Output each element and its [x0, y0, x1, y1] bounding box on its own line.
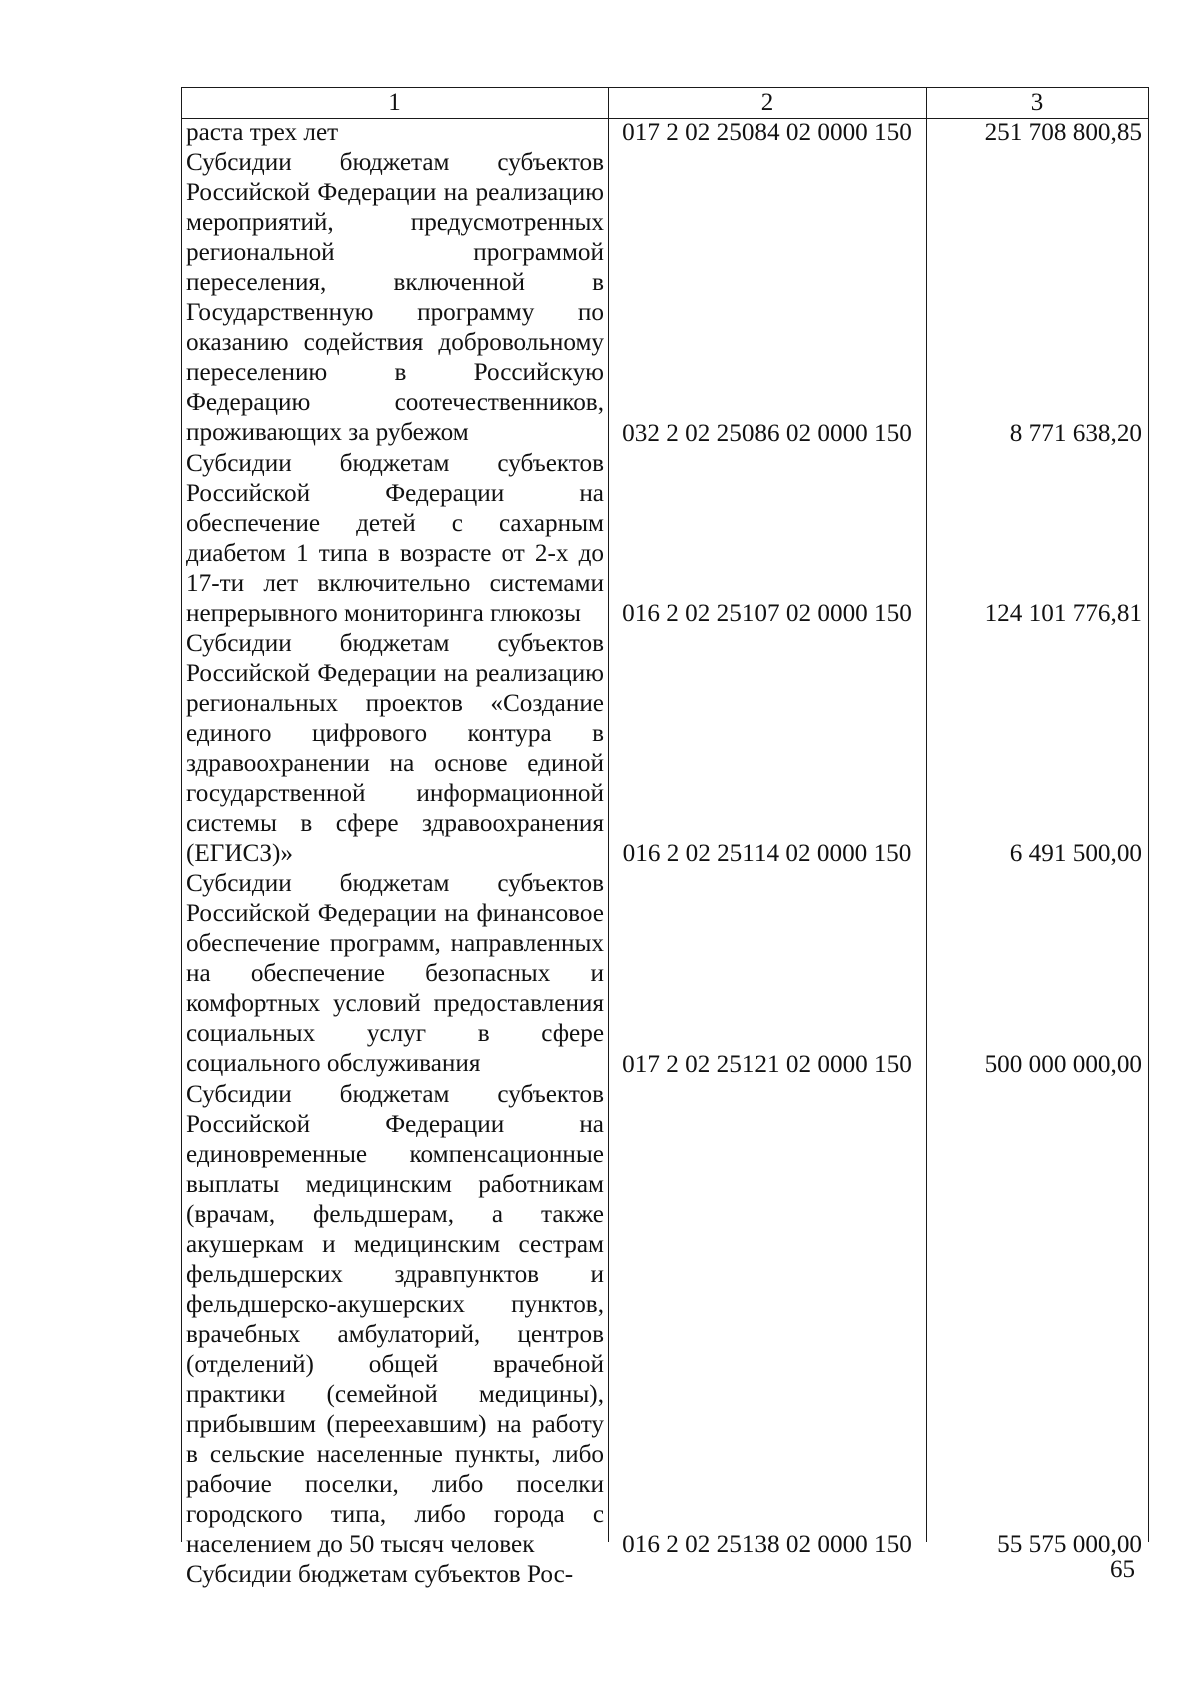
- row-code: 017 2 02 25121 02 0000 150: [622, 1050, 912, 1078]
- row-amount: 8 771 638,20: [1009, 419, 1142, 447]
- row-description: Субсидии бюджетам субъектов Российской Федерации на обеспечение детей с сахарным диабетом 1 типа в возрасте от 2-х до 17-ти лет включительно системами непрерывного мониторинга глюкозы: [186, 449, 604, 627]
- page-number: 65: [1110, 1556, 1135, 1583]
- row-code: 016 2 02 25107 02 0000 150: [622, 599, 912, 627]
- column-header-1: 1: [388, 89, 401, 116]
- row-amount: 251 708 800,85: [984, 119, 1142, 147]
- row-code: 017 2 02 25084 02 0000 150: [622, 119, 912, 147]
- row-amount: 124 101 776,81: [984, 599, 1142, 627]
- row-description: Субсидии бюджетам субъектов Российской Федерации на реализацию региональных проектов «Создание единого цифрового контура в здравоохранении на основе единой государственной информационной системы в сфере здравоохранения (ЕГИСЗ)»: [186, 629, 604, 868]
- row-amount: 6 491 500,00: [1009, 840, 1142, 868]
- row-description: Субсидии бюджетам субъектов Рос-: [186, 1561, 574, 1589]
- row-amount: 55 575 000,00: [997, 1531, 1142, 1559]
- table-row: [181, 869, 1149, 1079]
- table-header-row: [181, 87, 1149, 119]
- row-description: раста трех лет: [186, 119, 339, 146]
- row-description: Субсидии бюджетам субъектов Российской Федерации на единовременные компенсационные выплаты медицинским работникам (врачам, фельдшерам, а также акушеркам и медицинским сестрам фельдшерских здравпунктов и фельдшерско-акушерских пунктов, врачебных амбулаторий, центров (отделений) общей врачебной практики (семейной медицины), прибывшим (переехавшим) на работу в сельские населенные пункты, либо рабочие поселки, либо поселки городского типа, либо города с населением до 50 тысяч человек: [186, 1080, 604, 1559]
- table-row: [181, 629, 1149, 869]
- table-row: [181, 1080, 1149, 1561]
- row-description: Субсидии бюджетам субъектов Российской Федерации на реализацию мероприятий, предусмотренных региональной программой переселения, включенной в Государственную программу по оказанию содействия добровольному переселению в Российскую Федерацию соотечественников, проживающих за рубежом: [186, 149, 604, 447]
- row-code: 016 2 02 25114 02 0000 150: [622, 840, 912, 868]
- row-description: Субсидии бюджетам субъектов Российской Федерации на финансовое обеспечение программ, направленных на обеспечение безопасных и комфортных условий предоставления социальных услуг в сфере социального обслуживания: [186, 870, 604, 1078]
- row-code: 016 2 02 25138 02 0000 150: [622, 1531, 912, 1559]
- row-amount: 500 000 000,00: [984, 1050, 1142, 1078]
- row-code: 032 2 02 25086 02 0000 150: [622, 419, 912, 447]
- row-code: [608, 1560, 926, 1590]
- table-row: [181, 1560, 1149, 1590]
- table-row: [181, 449, 1149, 629]
- column-header-3: 3: [1030, 89, 1044, 116]
- column-header-2: 2: [760, 89, 774, 116]
- table-row: [181, 148, 1149, 448]
- table-row: [181, 118, 1149, 148]
- table-body: [181, 118, 1149, 1590]
